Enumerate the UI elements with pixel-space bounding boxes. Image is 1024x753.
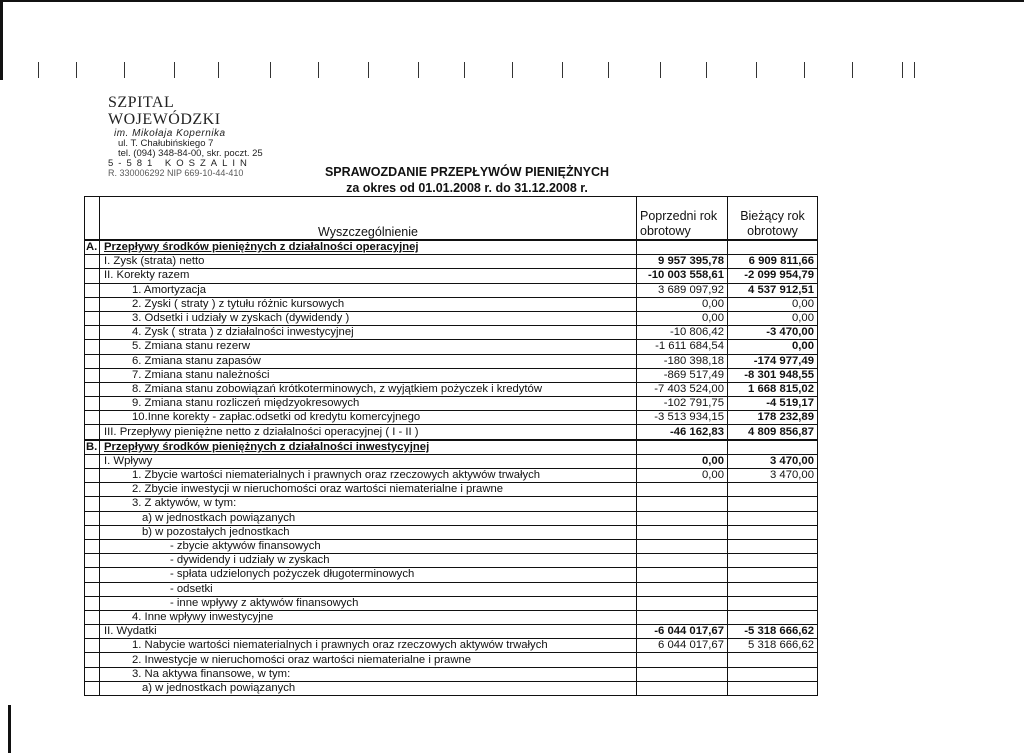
row-label: - inne wpływy z aktywów finansowych	[100, 596, 637, 610]
table-row	[85, 639, 818, 653]
table-row	[85, 326, 818, 340]
row-label: 4. Zysk ( strata ) z działalności inwestycyjnej	[100, 326, 637, 340]
row-label: II. Korekty razem	[100, 269, 637, 283]
scan-mark	[38, 62, 39, 78]
column-header-current-year: Bieżący rok obrotowy	[728, 197, 818, 241]
table-row	[85, 340, 818, 354]
row-label: 10.Inne korekty - zapłac.odsetki od kredytu komercyjnego	[100, 411, 637, 425]
table-row	[85, 397, 818, 411]
table-row	[85, 582, 818, 596]
scan-mark	[902, 62, 903, 78]
table-row	[85, 354, 818, 368]
scan-mark	[464, 62, 465, 78]
scan-mark	[368, 62, 369, 78]
row-section-tag	[85, 255, 100, 269]
scan-mark	[608, 62, 609, 78]
table-row	[85, 240, 818, 255]
row-section-tag	[85, 639, 100, 653]
scan-mark	[174, 62, 175, 78]
stamp-line: ul. T. Chałubińskiego 7	[118, 138, 214, 150]
row-label: 7. Zmiana stanu należności	[100, 368, 637, 382]
row-section-tag	[85, 354, 100, 368]
row-value-previous: 0,00	[637, 311, 728, 325]
row-value-current: 5 318 666,62	[728, 639, 818, 653]
row-value-current	[728, 653, 818, 667]
stamp-line: tel. (094) 348-84-00, skr. poczt. 25	[118, 148, 263, 160]
row-value-previous: 6 044 017,67	[637, 639, 728, 653]
row-value-previous: -869 517,49	[637, 368, 728, 382]
row-value-current: 6 909 811,66	[728, 255, 818, 269]
row-label: 1. Amortyzacja	[100, 283, 637, 297]
scan-mark	[756, 62, 757, 78]
row-section-tag	[85, 681, 100, 695]
stamp-line: 5-581 KOSZALIN	[108, 158, 252, 170]
row-label: 2. Inwestycje w nieruchomości oraz wartości niematerialne i prawne	[100, 653, 637, 667]
row-section-tag: A.	[85, 240, 100, 255]
scan-edge-left	[0, 0, 3, 80]
row-label: Przepływy środków pieniężnych z działalności inwestycyjnej	[100, 440, 637, 455]
row-value-current: -2 099 954,79	[728, 269, 818, 283]
row-section-tag	[85, 582, 100, 596]
table-row	[85, 440, 818, 455]
table-row	[85, 539, 818, 553]
table-row	[85, 469, 818, 483]
row-section-tag	[85, 326, 100, 340]
stamp-line: im. Mikołaja Kopernika	[114, 127, 226, 139]
scan-mark	[512, 62, 513, 78]
row-value-current: 3 470,00	[728, 469, 818, 483]
row-value-current: -174 977,49	[728, 354, 818, 368]
scan-mark	[562, 62, 563, 78]
row-value-current	[728, 596, 818, 610]
scan-mark	[76, 62, 77, 78]
row-value-current: 0,00	[728, 297, 818, 311]
row-section-tag	[85, 596, 100, 610]
table-row	[85, 497, 818, 511]
row-value-previous	[637, 610, 728, 624]
row-section-tag	[85, 497, 100, 511]
row-section-tag	[85, 397, 100, 411]
row-label: 3. Z aktywów, w tym:	[100, 497, 637, 511]
row-value-current	[728, 483, 818, 497]
row-section-tag	[85, 554, 100, 568]
row-value-previous	[637, 511, 728, 525]
row-section-tag	[85, 283, 100, 297]
row-value-previous: -3 513 934,15	[637, 411, 728, 425]
table-header-row	[85, 197, 818, 241]
row-value-current	[728, 539, 818, 553]
scan-mark	[852, 62, 853, 78]
column-header-item: Wyszczególnienie	[100, 197, 637, 241]
row-value-current: -8 301 948,55	[728, 368, 818, 382]
row-value-previous: -7 403 524,00	[637, 382, 728, 396]
report-period: za okres od 01.01.2008 r. do 31.12.2008 r.	[346, 180, 588, 195]
row-value-previous	[637, 653, 728, 667]
row-label: 8. Zmiana stanu zobowiązań krótkoterminowych, z wyjątkiem pożyczek i kredytów	[100, 382, 637, 396]
row-value-previous: 9 957 395,78	[637, 255, 728, 269]
table-row	[85, 483, 818, 497]
row-value-previous	[637, 483, 728, 497]
row-label: III. Przepływy pieniężne netto z działalności operacyjnej ( I - II )	[100, 425, 637, 440]
row-value-previous	[637, 596, 728, 610]
report-title-main: SPRAWOZDANIE PRZEPŁYWÓW PIENIĘŻNYCH	[324, 165, 610, 179]
row-value-current: 178 232,89	[728, 411, 818, 425]
row-value-current	[728, 568, 818, 582]
row-value-previous: 0,00	[637, 297, 728, 311]
scan-mark	[804, 62, 805, 78]
scan-mark	[270, 62, 271, 78]
table-row	[85, 653, 818, 667]
row-label: - spłata udzielonych pożyczek długoterminowych	[100, 568, 637, 582]
row-value-previous: -6 044 017,67	[637, 625, 728, 639]
row-value-previous: -10 003 558,61	[637, 269, 728, 283]
row-value-previous	[637, 554, 728, 568]
row-label: 1. Zbycie wartości niematerialnych i prawnych oraz rzeczowych aktywów trwałych	[100, 469, 637, 483]
table-row	[85, 269, 818, 283]
table-row	[85, 681, 818, 695]
row-label: 4. Inne wpływy inwestycyjne	[100, 610, 637, 624]
scan-edge-top	[0, 0, 1024, 2]
stamp-line: SZPITAL WOJEWÓDZKI	[108, 94, 221, 128]
cash-flow-table	[84, 196, 818, 696]
row-value-current: -3 470,00	[728, 326, 818, 340]
table-row	[85, 283, 818, 297]
table-row	[85, 255, 818, 269]
row-section-tag	[85, 625, 100, 639]
scan-edge-bottom-left	[8, 705, 11, 753]
row-value-current	[728, 525, 818, 539]
row-section-tag	[85, 411, 100, 425]
table-row	[85, 368, 818, 382]
row-section-tag	[85, 297, 100, 311]
table-row	[85, 554, 818, 568]
row-section-tag	[85, 425, 100, 440]
row-value-current: 0,00	[728, 340, 818, 354]
row-section-tag	[85, 511, 100, 525]
row-value-previous	[637, 667, 728, 681]
row-label: a) w jednostkach powiązanych	[100, 511, 637, 525]
row-value-previous: 3 689 097,92	[637, 283, 728, 297]
row-value-previous: -1 611 684,54	[637, 340, 728, 354]
row-value-current: -5 318 666,62	[728, 625, 818, 639]
row-label: Przepływy środków pieniężnych z działalności operacyjnej	[100, 240, 637, 255]
row-value-current: 3 470,00	[728, 454, 818, 468]
row-section-tag	[85, 610, 100, 624]
row-value-previous: -180 398,18	[637, 354, 728, 368]
row-value-current: -4 519,17	[728, 397, 818, 411]
row-label: - zbycie aktywów finansowych	[100, 539, 637, 553]
row-value-previous: 0,00	[637, 469, 728, 483]
row-value-current	[728, 240, 818, 255]
row-label: a) w jednostkach powiązanych	[100, 681, 637, 695]
row-value-previous	[637, 440, 728, 455]
table-row	[85, 311, 818, 325]
row-label: 9. Zmiana stanu rozliczeń międzyokresowych	[100, 397, 637, 411]
row-value-previous: 0,00	[637, 454, 728, 468]
row-value-current	[728, 497, 818, 511]
row-value-current: 1 668 815,02	[728, 382, 818, 396]
row-value-current: 4 537 912,51	[728, 283, 818, 297]
row-label: 3. Na aktywa finansowe, w tym:	[100, 667, 637, 681]
row-value-current: 4 809 856,87	[728, 425, 818, 440]
row-section-tag	[85, 340, 100, 354]
row-value-previous	[637, 240, 728, 255]
row-label: 1. Nabycie wartości niematerialnych i prawnych oraz rzeczowych aktywów trwałych	[100, 639, 637, 653]
row-value-previous: -102 791,75	[637, 397, 728, 411]
row-section-tag	[85, 469, 100, 483]
row-section-tag	[85, 269, 100, 283]
row-section-tag	[85, 311, 100, 325]
table-row	[85, 525, 818, 539]
table-row	[85, 596, 818, 610]
stamp-line: R. 330006292 NIP 669-10-44-410	[108, 168, 244, 178]
row-label: b) w pozostałych jednostkach	[100, 525, 637, 539]
row-label: - dywidendy i udziały w zyskach	[100, 554, 637, 568]
row-value-previous	[637, 525, 728, 539]
row-value-previous: -10 806,42	[637, 326, 728, 340]
row-value-previous	[637, 681, 728, 695]
row-label: I. Wpływy	[100, 454, 637, 468]
scan-mark	[418, 62, 419, 78]
row-value-current	[728, 554, 818, 568]
row-value-previous	[637, 582, 728, 596]
table-row	[85, 454, 818, 468]
row-value-previous	[637, 568, 728, 582]
scan-mark	[660, 62, 661, 78]
row-section-tag	[85, 568, 100, 582]
scan-mark	[914, 62, 915, 78]
row-section-tag	[85, 368, 100, 382]
row-value-current: 0,00	[728, 311, 818, 325]
row-value-current	[728, 511, 818, 525]
row-section-tag	[85, 454, 100, 468]
row-section-tag	[85, 382, 100, 396]
table-row	[85, 297, 818, 311]
scan-mark	[124, 62, 125, 78]
row-label: 2. Zbycie inwestycji w nieruchomości oraz wartości niematerialne i prawne	[100, 483, 637, 497]
row-value-previous	[637, 497, 728, 511]
scan-mark	[706, 62, 707, 78]
row-section-tag	[85, 667, 100, 681]
row-section-tag	[85, 525, 100, 539]
table-row	[85, 625, 818, 639]
row-value-current	[728, 667, 818, 681]
row-value-previous	[637, 539, 728, 553]
column-header-previous-year: Poprzedni rok obrotowy	[637, 197, 728, 241]
row-section-tag: B.	[85, 440, 100, 455]
table-row	[85, 382, 818, 396]
table-row	[85, 511, 818, 525]
table-row	[85, 568, 818, 582]
row-label: 2. Zyski ( straty ) z tytułu różnic kursowych	[100, 297, 637, 311]
row-label: 5. Zmiana stanu rezerw	[100, 340, 637, 354]
row-section-tag	[85, 483, 100, 497]
report-title	[300, 165, 634, 196]
table-row	[85, 610, 818, 624]
row-section-tag	[85, 653, 100, 667]
row-value-current	[728, 582, 818, 596]
hospital-stamp	[108, 95, 283, 178]
header-tag-cell	[85, 197, 100, 241]
row-value-current	[728, 681, 818, 695]
row-label: II. Wydatki	[100, 625, 637, 639]
row-label: - odsetki	[100, 582, 637, 596]
table-body	[85, 240, 818, 696]
row-value-current	[728, 440, 818, 455]
table-row	[85, 425, 818, 440]
row-value-current	[728, 610, 818, 624]
table-row	[85, 667, 818, 681]
row-value-previous: -46 162,83	[637, 425, 728, 440]
row-label: 3. Odsetki i udziały w zyskach (dywidendy )	[100, 311, 637, 325]
scan-mark	[218, 62, 219, 78]
row-label: 6. Zmiana stanu zapasów	[100, 354, 637, 368]
table-row	[85, 411, 818, 425]
scan-mark	[318, 62, 319, 78]
row-label: I. Zysk (strata) netto	[100, 255, 637, 269]
row-section-tag	[85, 539, 100, 553]
